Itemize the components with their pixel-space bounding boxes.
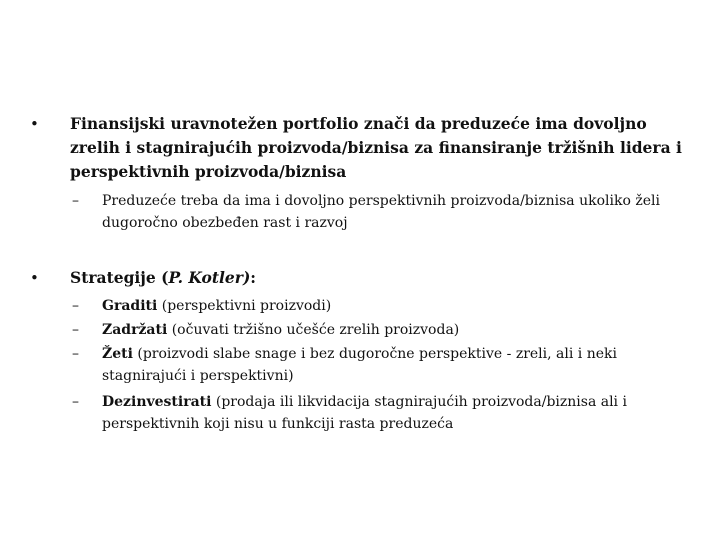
strategy-term: Dezinvestirati <box>102 394 212 410</box>
dash-icon: – <box>72 298 79 314</box>
sub-item-graditi <box>72 295 672 317</box>
bullet-icon: • <box>30 115 39 133</box>
sub-item-perspektivni <box>72 190 672 234</box>
sub-item-dezinvestirati <box>72 391 672 435</box>
sub-item-zeti <box>72 343 672 387</box>
strategy-description: (proizvodi slabe snage i bez dugoročne perspektive - zreli, ali i neki stagnirajući i perspektivni) <box>102 346 617 384</box>
dash-icon: – <box>72 346 79 362</box>
bullet-item-portfolio <box>30 112 690 184</box>
strategy-term: Žeti <box>102 346 133 362</box>
strategy-term: Zadržati <box>102 322 168 338</box>
bullet-text-portfolio: Finansijski uravnotežen portfolio znači da preduzeće ima dovoljno zrelih i stagnirajućih proizvoda/biznisa za finansiranje tržišnih lidera i perspektivnih proizvoda/biznisa <box>70 114 682 181</box>
dash-icon: – <box>72 193 79 209</box>
sub-item-text: Preduzeće treba da ima i dovoljno perspektivnih proizvoda/biznisa ukoliko želi dugoročno obezbeđen rast i razvoj <box>102 193 660 231</box>
bullet-item-strategije <box>30 266 690 290</box>
bullet-icon: • <box>30 269 39 287</box>
sub-item-zadrzati <box>72 319 672 341</box>
strategy-description: (prodaja ili likvidacija stagnirajućih proizvoda/biznisa ali i perspektivnih koji nisu u funkciji rasta preduzeća <box>102 394 627 432</box>
strategy-term: Graditi <box>102 298 158 314</box>
dash-icon: – <box>72 394 79 410</box>
dash-icon: – <box>72 322 79 338</box>
strategy-description: (očuvati tržišno učešće zrelih proizvoda) <box>167 322 460 338</box>
strategy-description: (perspektivni proizvodi) <box>157 298 332 314</box>
bullet-text-strategije: Strategije (P. Kotler): <box>70 268 257 287</box>
